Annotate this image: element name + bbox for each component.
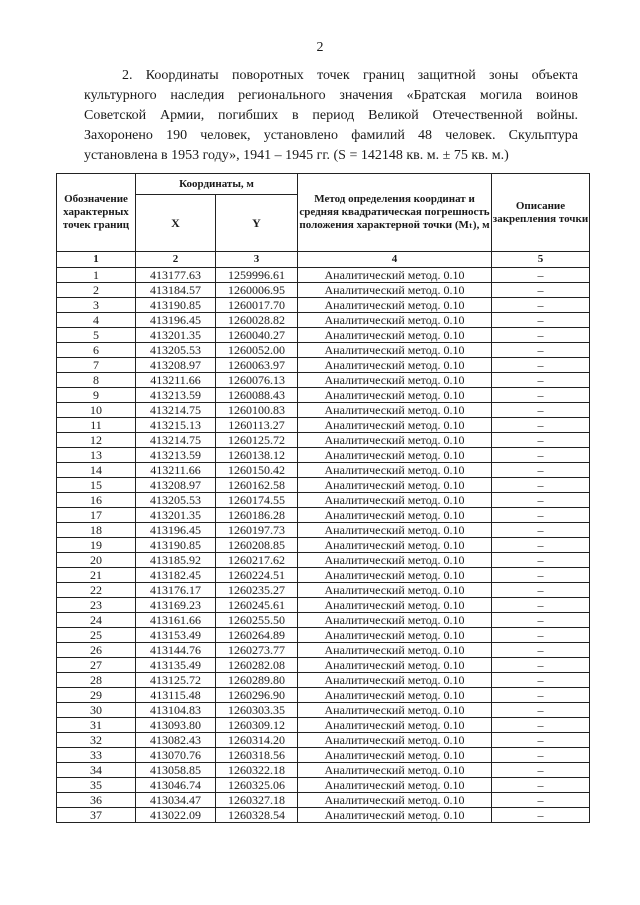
point-number-cell: 24 [57, 613, 136, 628]
table-row [57, 568, 590, 583]
header-method: Метод определения координат и средняя квадратическая погрешность положения характерной точки (Mₜ), м [298, 174, 492, 252]
y-coordinate-cell: 1260006.95 [216, 283, 298, 298]
table-row [57, 403, 590, 418]
header-point: Обозначение характерных точек границ [57, 174, 136, 252]
table-row [57, 478, 590, 493]
y-coordinate-cell: 1260076.13 [216, 373, 298, 388]
x-coordinate-cell: 413176.17 [136, 583, 216, 598]
x-coordinate-cell: 413215.13 [136, 418, 216, 433]
point-number-cell: 2 [57, 283, 136, 298]
y-coordinate-cell: 1260282.08 [216, 658, 298, 673]
point-number-cell: 3 [57, 298, 136, 313]
description-cell: – [492, 388, 590, 403]
method-cell: Аналитический метод. 0.10 [298, 433, 492, 448]
table-row [57, 598, 590, 613]
description-cell: – [492, 778, 590, 793]
description-cell: – [492, 568, 590, 583]
method-cell: Аналитический метод. 0.10 [298, 568, 492, 583]
description-cell: – [492, 688, 590, 703]
x-coordinate-cell: 413185.92 [136, 553, 216, 568]
table-row [57, 553, 590, 568]
x-coordinate-cell: 413093.80 [136, 718, 216, 733]
table-row [57, 328, 590, 343]
description-cell: – [492, 673, 590, 688]
description-cell: – [492, 268, 590, 283]
table-row [57, 748, 590, 763]
description-cell: – [492, 613, 590, 628]
point-number-cell: 25 [57, 628, 136, 643]
table-row [57, 643, 590, 658]
table-row [57, 778, 590, 793]
description-cell: – [492, 808, 590, 823]
description-cell: – [492, 463, 590, 478]
x-coordinate-cell: 413205.53 [136, 343, 216, 358]
description-cell: – [492, 283, 590, 298]
x-coordinate-cell: 413208.97 [136, 478, 216, 493]
table-row [57, 493, 590, 508]
method-cell: Аналитический метод. 0.10 [298, 778, 492, 793]
table-row [57, 718, 590, 733]
table-row [57, 373, 590, 388]
table-row [57, 463, 590, 478]
method-cell: Аналитический метод. 0.10 [298, 373, 492, 388]
method-cell: Аналитический метод. 0.10 [298, 613, 492, 628]
point-number-cell: 10 [57, 403, 136, 418]
column-number: 4 [298, 252, 492, 268]
x-coordinate-cell: 413169.23 [136, 598, 216, 613]
table-header [57, 174, 590, 268]
y-coordinate-cell: 1260113.27 [216, 418, 298, 433]
method-cell: Аналитический метод. 0.10 [298, 313, 492, 328]
y-coordinate-cell: 1260303.35 [216, 703, 298, 718]
point-number-cell: 29 [57, 688, 136, 703]
x-coordinate-cell: 413196.45 [136, 523, 216, 538]
table-row [57, 808, 590, 823]
method-cell: Аналитический метод. 0.10 [298, 268, 492, 283]
y-coordinate-cell: 1260040.27 [216, 328, 298, 343]
x-coordinate-cell: 413034.47 [136, 793, 216, 808]
y-coordinate-cell: 1260328.54 [216, 808, 298, 823]
x-coordinate-cell: 413022.09 [136, 808, 216, 823]
column-number: 5 [492, 252, 590, 268]
x-coordinate-cell: 413046.74 [136, 778, 216, 793]
method-cell: Аналитический метод. 0.10 [298, 703, 492, 718]
method-cell: Аналитический метод. 0.10 [298, 418, 492, 433]
description-cell: – [492, 793, 590, 808]
y-coordinate-cell: 1260273.77 [216, 643, 298, 658]
description-cell: – [492, 313, 590, 328]
method-cell: Аналитический метод. 0.10 [298, 688, 492, 703]
x-coordinate-cell: 413125.72 [136, 673, 216, 688]
point-number-cell: 36 [57, 793, 136, 808]
method-cell: Аналитический метод. 0.10 [298, 493, 492, 508]
x-coordinate-cell: 413211.66 [136, 373, 216, 388]
y-coordinate-cell: 1260197.73 [216, 523, 298, 538]
table-row [57, 358, 590, 373]
intro-text: 2. Координаты поворотных точек границ защитной зоны объекта культурного наследия регионального значения «Братская могила воинов Советской Армии, погибших в период Великой Отечественной войны. Захоронено 190 человек, установлено фамилий 48 человек. Скульптура установлена в 1953 году», 1941 – 1945 гг. (S = 142148 кв. м. ± 75 кв. м.) [84, 68, 578, 163]
coordinates-table [56, 173, 590, 823]
header-description: Описание закрепления точки [492, 174, 590, 252]
y-coordinate-cell: 1260245.61 [216, 598, 298, 613]
method-cell: Аналитический метод. 0.10 [298, 523, 492, 538]
description-cell: – [492, 448, 590, 463]
x-coordinate-cell: 413201.35 [136, 508, 216, 523]
table-row [57, 628, 590, 643]
description-cell: – [492, 508, 590, 523]
y-coordinate-cell: 1260255.50 [216, 613, 298, 628]
x-coordinate-cell: 413205.53 [136, 493, 216, 508]
method-cell: Аналитический метод. 0.10 [298, 343, 492, 358]
header-coordinates: Координаты, м [136, 174, 298, 195]
table-row [57, 703, 590, 718]
description-cell: – [492, 598, 590, 613]
method-cell: Аналитический метод. 0.10 [298, 283, 492, 298]
point-number-cell: 22 [57, 583, 136, 598]
description-cell: – [492, 298, 590, 313]
x-coordinate-cell: 413070.76 [136, 748, 216, 763]
description-cell: – [492, 628, 590, 643]
method-cell: Аналитический метод. 0.10 [298, 478, 492, 493]
method-cell: Аналитический метод. 0.10 [298, 298, 492, 313]
point-number-cell: 20 [57, 553, 136, 568]
point-number-cell: 27 [57, 658, 136, 673]
y-coordinate-cell: 1260318.56 [216, 748, 298, 763]
point-number-cell: 15 [57, 478, 136, 493]
y-coordinate-cell: 1260017.70 [216, 298, 298, 313]
description-cell: – [492, 553, 590, 568]
y-coordinate-cell: 1260325.06 [216, 778, 298, 793]
point-number-cell: 26 [57, 643, 136, 658]
y-coordinate-cell: 1260028.82 [216, 313, 298, 328]
y-coordinate-cell: 1260264.89 [216, 628, 298, 643]
point-number-cell: 37 [57, 808, 136, 823]
point-number-cell: 9 [57, 388, 136, 403]
point-number-cell: 32 [57, 733, 136, 748]
x-coordinate-cell: 413144.76 [136, 643, 216, 658]
column-number: 3 [216, 252, 298, 268]
table-row [57, 538, 590, 553]
point-number-cell: 23 [57, 598, 136, 613]
y-coordinate-cell: 1260052.00 [216, 343, 298, 358]
x-coordinate-cell: 413211.66 [136, 463, 216, 478]
x-coordinate-cell: 413214.75 [136, 403, 216, 418]
x-coordinate-cell: 413196.45 [136, 313, 216, 328]
table-row [57, 583, 590, 598]
header-y: Y [216, 195, 298, 252]
x-coordinate-cell: 413082.43 [136, 733, 216, 748]
description-cell: – [492, 343, 590, 358]
x-coordinate-cell: 413208.97 [136, 358, 216, 373]
y-coordinate-cell: 1259996.61 [216, 268, 298, 283]
point-number-cell: 13 [57, 448, 136, 463]
table-row [57, 268, 590, 283]
method-cell: Аналитический метод. 0.10 [298, 763, 492, 778]
x-coordinate-cell: 413213.59 [136, 448, 216, 463]
point-number-cell: 30 [57, 703, 136, 718]
y-coordinate-cell: 1260088.43 [216, 388, 298, 403]
method-cell: Аналитический метод. 0.10 [298, 508, 492, 523]
method-cell: Аналитический метод. 0.10 [298, 808, 492, 823]
point-number-cell: 33 [57, 748, 136, 763]
description-cell: – [492, 703, 590, 718]
description-cell: – [492, 643, 590, 658]
table-row [57, 658, 590, 673]
method-cell: Аналитический метод. 0.10 [298, 643, 492, 658]
intro-paragraph [84, 66, 578, 166]
method-cell: Аналитический метод. 0.10 [298, 553, 492, 568]
method-cell: Аналитический метод. 0.10 [298, 538, 492, 553]
table-row [57, 763, 590, 778]
method-cell: Аналитический метод. 0.10 [298, 388, 492, 403]
description-cell: – [492, 733, 590, 748]
x-coordinate-cell: 413177.63 [136, 268, 216, 283]
header-x: X [136, 195, 216, 252]
description-cell: – [492, 328, 590, 343]
x-coordinate-cell: 413213.59 [136, 388, 216, 403]
y-coordinate-cell: 1260162.58 [216, 478, 298, 493]
method-cell: Аналитический метод. 0.10 [298, 328, 492, 343]
table-row [57, 673, 590, 688]
y-coordinate-cell: 1260100.83 [216, 403, 298, 418]
point-number-cell: 35 [57, 778, 136, 793]
x-coordinate-cell: 413058.85 [136, 763, 216, 778]
point-number-cell: 17 [57, 508, 136, 523]
method-cell: Аналитический метод. 0.10 [298, 718, 492, 733]
x-coordinate-cell: 413190.85 [136, 298, 216, 313]
table-body [57, 268, 590, 823]
table-row [57, 433, 590, 448]
method-cell: Аналитический метод. 0.10 [298, 583, 492, 598]
y-coordinate-cell: 1260224.51 [216, 568, 298, 583]
y-coordinate-cell: 1260322.18 [216, 763, 298, 778]
y-coordinate-cell: 1260309.12 [216, 718, 298, 733]
table-row [57, 613, 590, 628]
description-cell: – [492, 433, 590, 448]
point-number-cell: 1 [57, 268, 136, 283]
x-coordinate-cell: 413182.45 [136, 568, 216, 583]
point-number-cell: 21 [57, 568, 136, 583]
y-coordinate-cell: 1260327.18 [216, 793, 298, 808]
description-cell: – [492, 418, 590, 433]
x-coordinate-cell: 413104.83 [136, 703, 216, 718]
point-number-cell: 12 [57, 433, 136, 448]
method-cell: Аналитический метод. 0.10 [298, 673, 492, 688]
x-coordinate-cell: 413184.57 [136, 283, 216, 298]
description-cell: – [492, 523, 590, 538]
point-number-cell: 5 [57, 328, 136, 343]
point-number-cell: 19 [57, 538, 136, 553]
table-row [57, 388, 590, 403]
table-row [57, 283, 590, 298]
method-cell: Аналитический метод. 0.10 [298, 733, 492, 748]
y-coordinate-cell: 1260289.80 [216, 673, 298, 688]
table-row [57, 343, 590, 358]
description-cell: – [492, 763, 590, 778]
table-row [57, 733, 590, 748]
y-coordinate-cell: 1260186.28 [216, 508, 298, 523]
y-coordinate-cell: 1260235.27 [216, 583, 298, 598]
description-cell: – [492, 748, 590, 763]
point-number-cell: 4 [57, 313, 136, 328]
table-row [57, 448, 590, 463]
point-number-cell: 7 [57, 358, 136, 373]
method-cell: Аналитический метод. 0.10 [298, 748, 492, 763]
point-number-cell: 6 [57, 343, 136, 358]
method-cell: Аналитический метод. 0.10 [298, 598, 492, 613]
description-cell: – [492, 358, 590, 373]
description-cell: – [492, 583, 590, 598]
y-coordinate-cell: 1260125.72 [216, 433, 298, 448]
table-row [57, 313, 590, 328]
description-cell: – [492, 658, 590, 673]
method-cell: Аналитический метод. 0.10 [298, 658, 492, 673]
description-cell: – [492, 718, 590, 733]
point-number-cell: 28 [57, 673, 136, 688]
table-row [57, 418, 590, 433]
x-coordinate-cell: 413115.48 [136, 688, 216, 703]
method-cell: Аналитический метод. 0.10 [298, 793, 492, 808]
y-coordinate-cell: 1260296.90 [216, 688, 298, 703]
point-number-cell: 34 [57, 763, 136, 778]
y-coordinate-cell: 1260208.85 [216, 538, 298, 553]
table-row [57, 793, 590, 808]
y-coordinate-cell: 1260174.55 [216, 493, 298, 508]
method-cell: Аналитический метод. 0.10 [298, 403, 492, 418]
point-number-cell: 11 [57, 418, 136, 433]
table-row [57, 298, 590, 313]
x-coordinate-cell: 413153.49 [136, 628, 216, 643]
column-number: 2 [136, 252, 216, 268]
table-row [57, 523, 590, 538]
y-coordinate-cell: 1260217.62 [216, 553, 298, 568]
y-coordinate-cell: 1260138.12 [216, 448, 298, 463]
description-cell: – [492, 403, 590, 418]
table-row [57, 508, 590, 523]
x-coordinate-cell: 413190.85 [136, 538, 216, 553]
description-cell: – [492, 538, 590, 553]
description-cell: – [492, 373, 590, 388]
y-coordinate-cell: 1260150.42 [216, 463, 298, 478]
x-coordinate-cell: 413135.49 [136, 658, 216, 673]
method-cell: Аналитический метод. 0.10 [298, 448, 492, 463]
method-cell: Аналитический метод. 0.10 [298, 463, 492, 478]
column-number: 1 [57, 252, 136, 268]
description-cell: – [492, 478, 590, 493]
description-cell: – [492, 493, 590, 508]
x-coordinate-cell: 413201.35 [136, 328, 216, 343]
x-coordinate-cell: 413161.66 [136, 613, 216, 628]
page-number: 2 [316, 40, 324, 55]
method-cell: Аналитический метод. 0.10 [298, 628, 492, 643]
table-row [57, 688, 590, 703]
y-coordinate-cell: 1260063.97 [216, 358, 298, 373]
point-number-cell: 8 [57, 373, 136, 388]
method-cell: Аналитический метод. 0.10 [298, 358, 492, 373]
point-number-cell: 14 [57, 463, 136, 478]
point-number-cell: 18 [57, 523, 136, 538]
x-coordinate-cell: 413214.75 [136, 433, 216, 448]
point-number-cell: 16 [57, 493, 136, 508]
point-number-cell: 31 [57, 718, 136, 733]
y-coordinate-cell: 1260314.20 [216, 733, 298, 748]
